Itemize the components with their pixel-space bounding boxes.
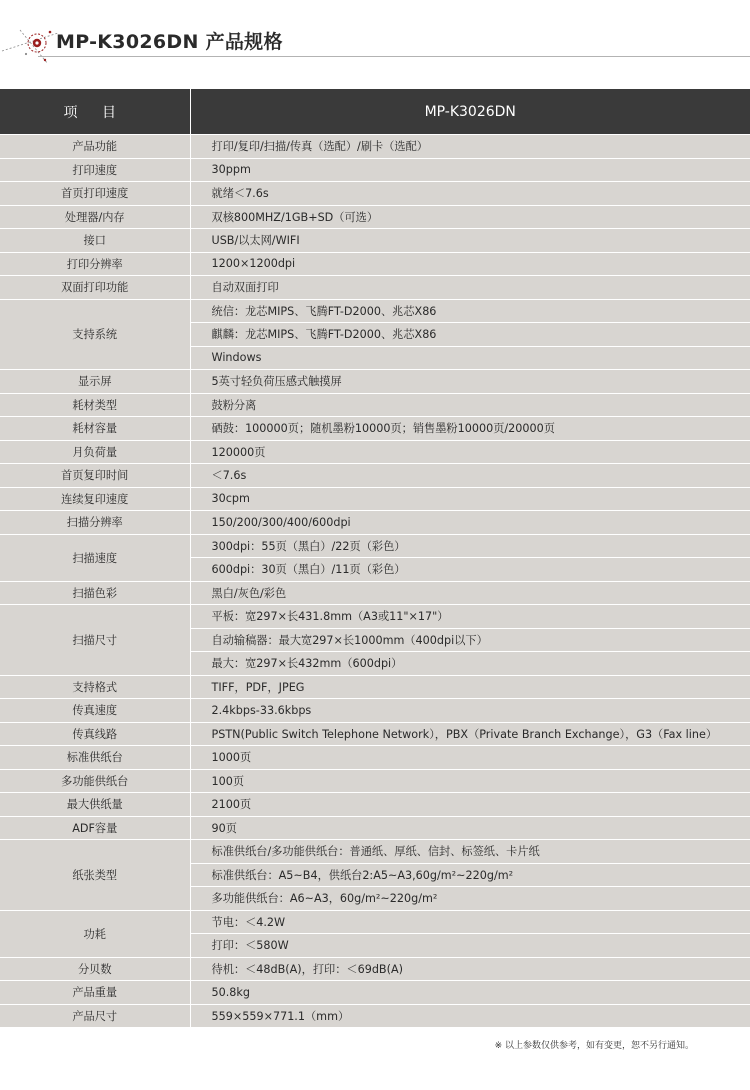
spec-value: 硒鼓：100000页；随机墨粉10000页；销售墨粉10000页/20000页	[190, 417, 750, 441]
spec-value: 1200×1200dpi	[190, 252, 750, 276]
spec-value: 50.8kg	[190, 981, 750, 1005]
spec-name: 支持格式	[0, 675, 190, 699]
table-row	[0, 135, 750, 159]
spec-name: 标准供纸台	[0, 746, 190, 770]
table-row	[0, 534, 750, 558]
spec-name: ADF容量	[0, 816, 190, 840]
spec-name: 连续复印速度	[0, 487, 190, 511]
spec-value: 2100页	[190, 793, 750, 817]
spec-name: 分贝数	[0, 957, 190, 981]
column-header-model: MP-K3026DN	[190, 89, 750, 135]
spec-name: 产品功能	[0, 135, 190, 159]
spec-value: 打印/复印/扫描/传真（选配）/刷卡（选配）	[190, 135, 750, 159]
table-row	[0, 299, 750, 323]
spec-value: USB/以太网/WIFI	[190, 229, 750, 253]
title-divider	[38, 56, 750, 57]
spec-value: 麒麟：龙芯MIPS、飞腾FT-D2000、兆芯X86	[190, 323, 750, 347]
spec-name: 首页复印时间	[0, 464, 190, 488]
spec-name: 支持系统	[0, 299, 190, 370]
page-header	[0, 0, 750, 90]
spec-value: 自动双面打印	[190, 276, 750, 300]
spec-name: 处理器/内存	[0, 205, 190, 229]
spec-name: 首页打印速度	[0, 182, 190, 206]
spec-value: 120000页	[190, 440, 750, 464]
spec-value: 标准供纸台/多功能供纸台：普通纸、厚纸、信封、标签纸、卡片纸	[190, 840, 750, 864]
spec-value: 559×559×771.1（mm）	[190, 1004, 750, 1027]
spec-value: 打印：＜580W	[190, 934, 750, 958]
table-row	[0, 440, 750, 464]
table-row	[0, 769, 750, 793]
spec-value: 统信：龙芯MIPS、飞腾FT-D2000、兆芯X86	[190, 299, 750, 323]
table-row	[0, 205, 750, 229]
spec-value: 100页	[190, 769, 750, 793]
spec-value: ＜7.6s	[190, 464, 750, 488]
spec-value: Windows	[190, 346, 750, 370]
spec-name: 纸张类型	[0, 840, 190, 911]
table-row	[0, 252, 750, 276]
spec-value: 30cpm	[190, 487, 750, 511]
table-row	[0, 699, 750, 723]
spec-name: 耗材容量	[0, 417, 190, 441]
table-row	[0, 746, 750, 770]
table-row	[0, 793, 750, 817]
table-row	[0, 182, 750, 206]
spec-value: 双核800MHZ/1GB+SD（可选）	[190, 205, 750, 229]
spec-value: 待机：＜48dB(A)，打印：＜69dB(A)	[190, 957, 750, 981]
column-header-item: 项 目	[0, 89, 190, 135]
spec-value: 600dpi：30页（黑白）/11页（彩色）	[190, 558, 750, 582]
spec-value: 1000页	[190, 746, 750, 770]
spec-name: 打印分辨率	[0, 252, 190, 276]
table-row	[0, 816, 750, 840]
spec-value: TIFF，PDF，JPEG	[190, 675, 750, 699]
spec-name: 显示屏	[0, 370, 190, 394]
spec-name: 传真线路	[0, 722, 190, 746]
spec-value: 150/200/300/400/600dpi	[190, 511, 750, 535]
spec-name: 月负荷量	[0, 440, 190, 464]
table-row	[0, 276, 750, 300]
table-row	[0, 393, 750, 417]
spec-table-body	[0, 135, 750, 1028]
table-row	[0, 581, 750, 605]
table-row	[0, 910, 750, 934]
spec-name: 双面打印功能	[0, 276, 190, 300]
spec-name: 产品重量	[0, 981, 190, 1005]
spec-value: PSTN(Public Switch Telephone Network），PBX（Private Branch Exchange），G3（Fax line）	[190, 722, 750, 746]
spec-name: 产品尺寸	[0, 1004, 190, 1027]
spec-name: 传真速度	[0, 699, 190, 723]
spec-value: 自动输稿器：最大宽297×长1000mm（400dpi以下）	[190, 628, 750, 652]
table-row	[0, 957, 750, 981]
table-row	[0, 229, 750, 253]
table-row	[0, 675, 750, 699]
table-row	[0, 981, 750, 1005]
table-row	[0, 417, 750, 441]
spec-value: 2.4kbps-33.6kbps	[190, 699, 750, 723]
table-row	[0, 511, 750, 535]
spec-name: 最大供纸量	[0, 793, 190, 817]
table-row	[0, 370, 750, 394]
spec-value: 标准供纸台：A5~B4，供纸台2:A5~A3,60g/m²~220g/m²	[190, 863, 750, 887]
spec-name: 耗材类型	[0, 393, 190, 417]
disclaimer-footnote: ※ 以上参数仅供参考，如有变更，恕不另行通知。	[494, 1041, 694, 1051]
spec-name: 扫描分辨率	[0, 511, 190, 535]
spec-value: 黑白/灰色/彩色	[190, 581, 750, 605]
table-row	[0, 840, 750, 864]
table-row	[0, 464, 750, 488]
spec-value: 平板：宽297×长431.8mm（A3或11"×17"）	[190, 605, 750, 629]
dotted-circle-logo-icon	[0, 10, 60, 70]
page-title: MP-K3026DN 产品规格	[56, 31, 283, 53]
spec-name: 多功能供纸台	[0, 769, 190, 793]
table-row	[0, 605, 750, 629]
spec-value: 300dpi：55页（黑白）/22页（彩色）	[190, 534, 750, 558]
spec-name: 扫描尺寸	[0, 605, 190, 676]
spec-name: 接口	[0, 229, 190, 253]
table-row	[0, 487, 750, 511]
spec-name: 扫描速度	[0, 534, 190, 581]
table-header-row	[0, 89, 750, 135]
spec-name: 扫描色彩	[0, 581, 190, 605]
table-row	[0, 1004, 750, 1027]
spec-value: 就绪＜7.6s	[190, 182, 750, 206]
spec-value: 鼓粉分离	[190, 393, 750, 417]
spec-table	[0, 89, 750, 1027]
spec-value: 多功能供纸台：A6~A3，60g/m²~220g/m²	[190, 887, 750, 911]
spec-name: 功耗	[0, 910, 190, 957]
spec-value: 30ppm	[190, 158, 750, 182]
table-row	[0, 158, 750, 182]
spec-value: 节电：＜4.2W	[190, 910, 750, 934]
spec-value: 90页	[190, 816, 750, 840]
spec-value: 5英寸轻负荷压感式触摸屏	[190, 370, 750, 394]
spec-value: 最大：宽297×长432mm（600dpi）	[190, 652, 750, 676]
spec-name: 打印速度	[0, 158, 190, 182]
table-row	[0, 722, 750, 746]
